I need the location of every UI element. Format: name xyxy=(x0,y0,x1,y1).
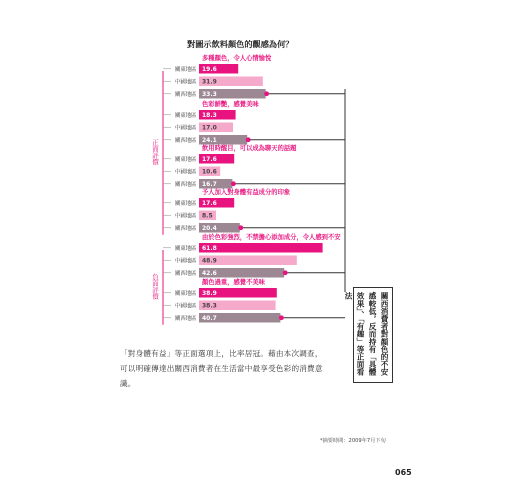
category-label: 飲用時醒目，可以成為聊天的話題 xyxy=(202,145,297,152)
bar-value-label: 17.6 xyxy=(202,200,217,208)
region-label: 關西地區 xyxy=(175,138,197,144)
highlight-dot xyxy=(264,91,269,96)
bar-value-label: 33.3 xyxy=(202,91,217,99)
region-label: 中國地區 xyxy=(175,303,197,310)
region-label: 關西地區 xyxy=(175,226,197,232)
highlight-dot xyxy=(279,315,284,320)
region-label: 關東地區 xyxy=(175,67,197,73)
source-note: *摘要時間：2009年7月下旬 xyxy=(320,438,386,444)
bar-value-label: 24.1 xyxy=(202,137,217,145)
bar-value-label: 38.9 xyxy=(202,290,217,298)
bar-value-label: 19.6 xyxy=(202,66,217,74)
bar-value-label: 16.7 xyxy=(202,181,217,189)
bar-value-label: 31.9 xyxy=(202,78,217,86)
group-label: 正面評價 xyxy=(151,138,159,165)
region-label: 關西地區 xyxy=(175,316,197,322)
bar-value-label: 20.4 xyxy=(202,225,217,233)
region-label: 關西地區 xyxy=(175,271,197,277)
highlight-dot xyxy=(231,181,236,186)
region-label: 中國地區 xyxy=(175,258,197,265)
bar-value-label: 18.3 xyxy=(202,112,217,120)
category-label: 予人加入對身體有益成分的印象 xyxy=(202,189,291,196)
region-label: 關東地區 xyxy=(175,157,197,163)
region-label: 關東地區 xyxy=(175,246,197,252)
bar-value-label: 10.6 xyxy=(202,168,217,176)
region-label: 關東地區 xyxy=(175,291,197,297)
callout-box: 關西消費者對顏色的不安感較低，反而持有「具體效果」、「有趣」等正面看法 xyxy=(353,287,393,383)
category-label: 顏色過重，感覺不美味 xyxy=(202,279,265,286)
region-label: 關西地區 xyxy=(175,182,197,188)
highlight-dot xyxy=(238,225,243,230)
region-label: 中國地區 xyxy=(175,169,197,176)
region-label: 關西地區 xyxy=(175,92,197,98)
bar xyxy=(199,243,323,253)
region-label: 中國地區 xyxy=(175,213,197,220)
bar-value-label: 40.7 xyxy=(202,315,217,323)
region-label: 關東地區 xyxy=(175,201,197,207)
category-label: 多種顏色，令人心情愉悅 xyxy=(202,55,272,62)
highlight-dot xyxy=(246,137,251,142)
highlight-dot xyxy=(283,270,288,275)
body-text: 「對身體有益」等正面選項上，比率居冠。藉由本次調查，可以明確傳達出關西消費者在生活當中最享受色彩的消費意識。 xyxy=(120,349,323,388)
region-label: 中國地區 xyxy=(175,125,197,132)
bar-value-label: 61.8 xyxy=(202,245,217,253)
category-label: 由於色彩強烈，不禁擔心添加成分，令人感到不安 xyxy=(202,234,341,241)
bar-value-label: 42.6 xyxy=(202,270,217,278)
chart-title: 對圖示飲料顏色的觀感為何？ xyxy=(187,39,294,49)
bar-value-label: 8.5 xyxy=(202,212,213,220)
page-number: 065 xyxy=(395,468,412,477)
group-label: 負面評價 xyxy=(151,273,159,300)
region-label: 中國地區 xyxy=(175,79,197,86)
bar-value-label: 48.9 xyxy=(202,257,217,265)
category-label: 色彩鮮艷，感覺美味 xyxy=(202,101,259,108)
bar-value-label: 17.0 xyxy=(202,124,217,132)
bar-value-label: 17.6 xyxy=(202,156,217,164)
region-label: 關東地區 xyxy=(175,113,197,119)
bar-value-label: 38.3 xyxy=(202,302,217,310)
